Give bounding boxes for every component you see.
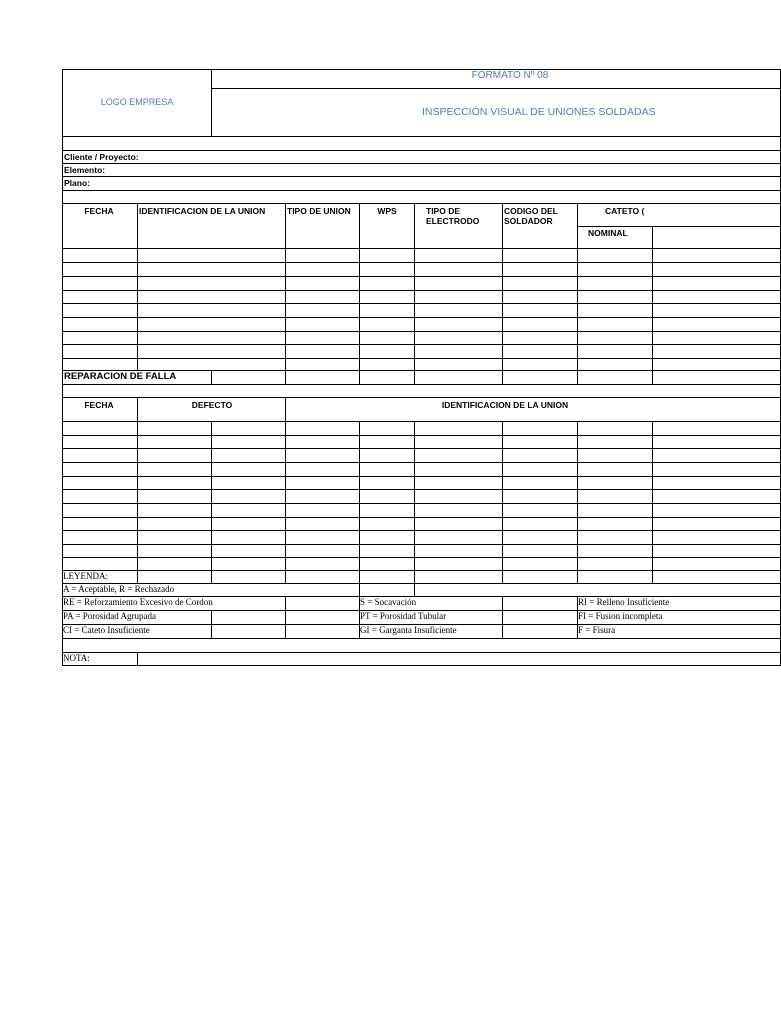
table2-row-cell (359, 435, 415, 449)
table2-row-cell (359, 421, 415, 436)
table2-row-cell (414, 517, 503, 531)
legend-cell (359, 583, 415, 597)
table1-row-cell (414, 290, 503, 304)
table2-row-cell (211, 517, 286, 531)
table2-row-cell (211, 503, 286, 518)
legend-cell (285, 596, 360, 611)
table2-row-cell (62, 489, 138, 504)
reparacion-cell (285, 370, 360, 385)
table1-row-cell (359, 303, 415, 318)
table2-row-cell (502, 435, 578, 449)
table2-row-cell (359, 503, 415, 518)
legend-grid-cell (211, 570, 286, 584)
table1-row-cell (137, 317, 286, 332)
table2-row-cell (211, 489, 286, 504)
table2-row-cell (577, 476, 653, 490)
table1-row-cell (414, 317, 503, 332)
table2-row-cell (62, 557, 138, 571)
table2-row-cell (137, 530, 212, 545)
client-label: Cliente / Proyecto: (64, 152, 139, 162)
table2-row-cell (137, 462, 212, 477)
table2-row-cell (211, 435, 286, 449)
nota-label: NOTA: (63, 653, 90, 663)
table2-row-cell (211, 476, 286, 490)
plan-label: Plano: (64, 178, 90, 188)
reparacion-cell (211, 370, 286, 385)
legend-cell (285, 610, 360, 625)
table2-row-cell (137, 557, 212, 571)
table2-row-cell (137, 544, 212, 558)
legend-s: S = Socavación (360, 597, 417, 607)
legend-fi: FI = Fusion incompleta (578, 611, 663, 621)
table2-row-cell (577, 421, 653, 436)
table2-row-cell (577, 544, 653, 558)
table1-row-cell (359, 248, 415, 263)
table2-row-cell (211, 462, 286, 477)
table2-row-cell (502, 421, 578, 436)
table1-row-cell (652, 317, 781, 332)
table1-row-cell (285, 262, 360, 277)
header-nominal: NOMINAL (588, 228, 628, 238)
table2-row-cell (502, 503, 578, 518)
table2-row-cell (211, 421, 286, 436)
table2-row-cell (652, 557, 781, 571)
table1-row-cell (62, 331, 138, 345)
table2-row-cell (62, 462, 138, 477)
table1-row-cell (285, 317, 360, 332)
table2-row-cell (652, 517, 781, 531)
table1-row-cell (652, 331, 781, 345)
legend-title: LEYENDA: (63, 571, 108, 581)
header2-identificacion: IDENTIFICACION DE LA UNION (441, 400, 569, 410)
table1-row-cell (414, 344, 503, 359)
table2-row-cell (414, 476, 503, 490)
table2-row-cell (652, 544, 781, 558)
legend-f: F = Fisura (578, 625, 616, 635)
table1-row-cell (577, 262, 653, 277)
table2-row-cell (414, 489, 503, 504)
table2-row-cell (414, 503, 503, 518)
table1-row-cell (285, 344, 360, 359)
table2-row-cell (137, 489, 212, 504)
table2-row-cell (652, 435, 781, 449)
table2-row-cell (211, 544, 286, 558)
legend-grid-cell (359, 570, 415, 584)
table1-row-cell (502, 331, 578, 345)
legend-re: RE = Reforzamiento Excesivo de Cordon (63, 597, 213, 607)
table1-row-cell (62, 248, 138, 263)
legend-cell (502, 610, 578, 625)
table1-row-cell (502, 276, 578, 291)
table1-row-cell (137, 331, 286, 345)
table1-row-cell (285, 290, 360, 304)
table2-row-cell (502, 489, 578, 504)
header-tipo-electrodo: TIPO DE ELECTRODO (426, 206, 480, 226)
spacer-row (62, 638, 781, 653)
table2-row-cell (211, 448, 286, 463)
legend-grid-cell (502, 570, 578, 584)
table2-row-cell (502, 517, 578, 531)
spacer-row (62, 190, 781, 204)
table1-row-cell (652, 290, 781, 304)
table1-row-cell (285, 276, 360, 291)
table1-row-cell (652, 303, 781, 318)
table1-row-cell (414, 262, 503, 277)
legend-cell (211, 624, 286, 639)
table1-row-cell (137, 262, 286, 277)
table2-row-cell (414, 557, 503, 571)
header-fecha: FECHA (84, 206, 114, 216)
header-codigo-soldador: CODIGO DEL SOLDADOR (504, 206, 558, 226)
element-label: Elemento: (64, 165, 106, 175)
table2-row-cell (137, 435, 212, 449)
table1-row-cell (285, 331, 360, 345)
legend-ci: CI = Cateto Insuficiente (63, 625, 150, 635)
table2-row-cell (62, 448, 138, 463)
table1-row-cell (502, 290, 578, 304)
nota-value-cell (137, 652, 781, 666)
table1-row-cell (577, 331, 653, 345)
table2-row-cell (577, 530, 653, 545)
table1-row-cell (62, 344, 138, 359)
legend-grid-cell (137, 570, 212, 584)
table1-row-cell (652, 262, 781, 277)
table1-row-cell (359, 344, 415, 359)
table2-row-cell (359, 462, 415, 477)
table2-row-cell (414, 435, 503, 449)
legend-grid-cell (652, 570, 781, 584)
table2-row-cell (359, 544, 415, 558)
table2-row-cell (577, 517, 653, 531)
table2-row-cell (285, 421, 360, 436)
table2-row-cell (285, 517, 360, 531)
spacer-row (62, 384, 781, 398)
table1-row-cell (652, 344, 781, 359)
table2-row-cell (652, 448, 781, 463)
table2-row-cell (62, 435, 138, 449)
header-identificacion: IDENTIFICACION DE LA UNION (139, 206, 266, 216)
table2-row-cell (652, 421, 781, 436)
table1-row-cell (359, 290, 415, 304)
table2-row-cell (359, 557, 415, 571)
table2-row-cell (285, 435, 360, 449)
table2-row-cell (652, 476, 781, 490)
header2-fecha: FECHA (84, 400, 114, 410)
table1-row-cell (577, 248, 653, 263)
table2-row-cell (652, 462, 781, 477)
legend-cell (211, 610, 286, 625)
table2-row-cell (502, 557, 578, 571)
legend-cell (502, 624, 578, 639)
table1-row-cell (577, 344, 653, 359)
table2-row-cell (414, 530, 503, 545)
table1-row-cell (652, 248, 781, 263)
table2-row-cell (137, 421, 212, 436)
table1-row-cell (285, 248, 360, 263)
table2-row-cell (502, 544, 578, 558)
table2-row-cell (502, 476, 578, 490)
table2-row-cell (285, 476, 360, 490)
table1-row-cell (502, 303, 578, 318)
table2-row-cell (577, 448, 653, 463)
table1-row-cell (359, 276, 415, 291)
table2-row-cell (502, 448, 578, 463)
legend-aceptable-rechazado: A = Aceptable, R = Rechazado (63, 584, 175, 594)
table2-row-cell (137, 476, 212, 490)
table2-row-cell (652, 489, 781, 504)
table1-row-cell (137, 344, 286, 359)
legend-grid-cell (414, 570, 503, 584)
table2-row-cell (285, 557, 360, 571)
table2-row-cell (652, 530, 781, 545)
table1-row-cell (137, 276, 286, 291)
table2-row-cell (359, 448, 415, 463)
legend-cell (285, 624, 360, 639)
table1-row-cell (502, 262, 578, 277)
table2-row-cell (414, 462, 503, 477)
table2-row-cell (577, 435, 653, 449)
legend-cell (502, 596, 578, 611)
table2-row-cell (62, 503, 138, 518)
table1-row-cell (577, 276, 653, 291)
table2-row-cell (359, 489, 415, 504)
legend-pa: PA = Porosidad Agrupada (63, 611, 156, 621)
table1-row-cell (359, 331, 415, 345)
form-title: INSPECCIÓN VISUAL DE UNIONES SOLDADAS (422, 106, 656, 118)
legend-cell (414, 583, 781, 597)
table2-row-cell (285, 448, 360, 463)
table2-row-cell (211, 530, 286, 545)
table2-row-cell (577, 489, 653, 504)
table1-row-cell (577, 303, 653, 318)
table2-row-cell (62, 421, 138, 436)
table1-row-cell (285, 303, 360, 318)
table2-row-cell (652, 503, 781, 518)
format-number: FORMATO Nº 08 (471, 70, 549, 81)
table2-row-cell (137, 517, 212, 531)
table2-row-cell (577, 557, 653, 571)
table2-row-cell (137, 503, 212, 518)
table1-row-cell (414, 303, 503, 318)
table1-row-cell (414, 276, 503, 291)
table1-row-cell (577, 290, 653, 304)
table1-row-cell (62, 276, 138, 291)
table1-row-cell (62, 262, 138, 277)
legend-gi: GI = Garganta Insuficiente (360, 625, 457, 635)
table1-row-cell (502, 248, 578, 263)
table2-row-cell (414, 448, 503, 463)
reparacion-cell (502, 370, 578, 385)
table1-row-cell (62, 290, 138, 304)
legend-ri: RI = Relleno Insuficiente (578, 597, 670, 607)
logo-placeholder: LOGO EMPRESA (100, 97, 174, 107)
table2-row-cell (137, 448, 212, 463)
reparacion-cell (414, 370, 503, 385)
reparacion-cell (652, 370, 781, 385)
table2-row-cell (502, 530, 578, 545)
table1-row-cell (502, 344, 578, 359)
header2-defecto: DEFECTO (191, 400, 233, 410)
table2-row-cell (414, 421, 503, 436)
th-cateto-sub (652, 226, 781, 249)
table2-row-cell (211, 557, 286, 571)
spacer-row (62, 136, 781, 151)
table2-row-cell (359, 530, 415, 545)
reparacion-cell (577, 370, 653, 385)
legend-grid-cell (577, 570, 653, 584)
table1-row-cell (359, 262, 415, 277)
table1-row-cell (414, 331, 503, 345)
table1-row-cell (137, 290, 286, 304)
reparacion-cell (359, 370, 415, 385)
table2-row-cell (285, 489, 360, 504)
table2-row-cell (359, 517, 415, 531)
table2-row-cell (502, 462, 578, 477)
table2-row-cell (414, 544, 503, 558)
table1-row-cell (62, 303, 138, 318)
table1-row-cell (577, 317, 653, 332)
table2-row-cell (285, 544, 360, 558)
reparacion-label: REPARACION DE FALLA (64, 371, 177, 382)
table2-row-cell (285, 530, 360, 545)
table1-row-cell (62, 317, 138, 332)
legend-pt: PT = Porosidad Tubular (360, 611, 447, 621)
table2-row-cell (285, 503, 360, 518)
table2-row-cell (62, 517, 138, 531)
table1-row-cell (502, 317, 578, 332)
table1-row-cell (414, 248, 503, 263)
table2-row-cell (577, 462, 653, 477)
table2-row-cell (285, 462, 360, 477)
table1-row-cell (137, 248, 286, 263)
table2-row-cell (62, 530, 138, 545)
table2-row-cell (577, 503, 653, 518)
header-cateto: CATETO ( (605, 206, 645, 216)
table2-row-cell (359, 476, 415, 490)
header-wps: WPS (377, 206, 397, 216)
table2-row-cell (62, 544, 138, 558)
table2-row-cell (62, 476, 138, 490)
table1-row-cell (137, 303, 286, 318)
legend-grid-cell (285, 570, 360, 584)
header-tipo-union: TIPO DE UNION (287, 206, 351, 216)
table1-row-cell (359, 317, 415, 332)
table1-row-cell (652, 276, 781, 291)
